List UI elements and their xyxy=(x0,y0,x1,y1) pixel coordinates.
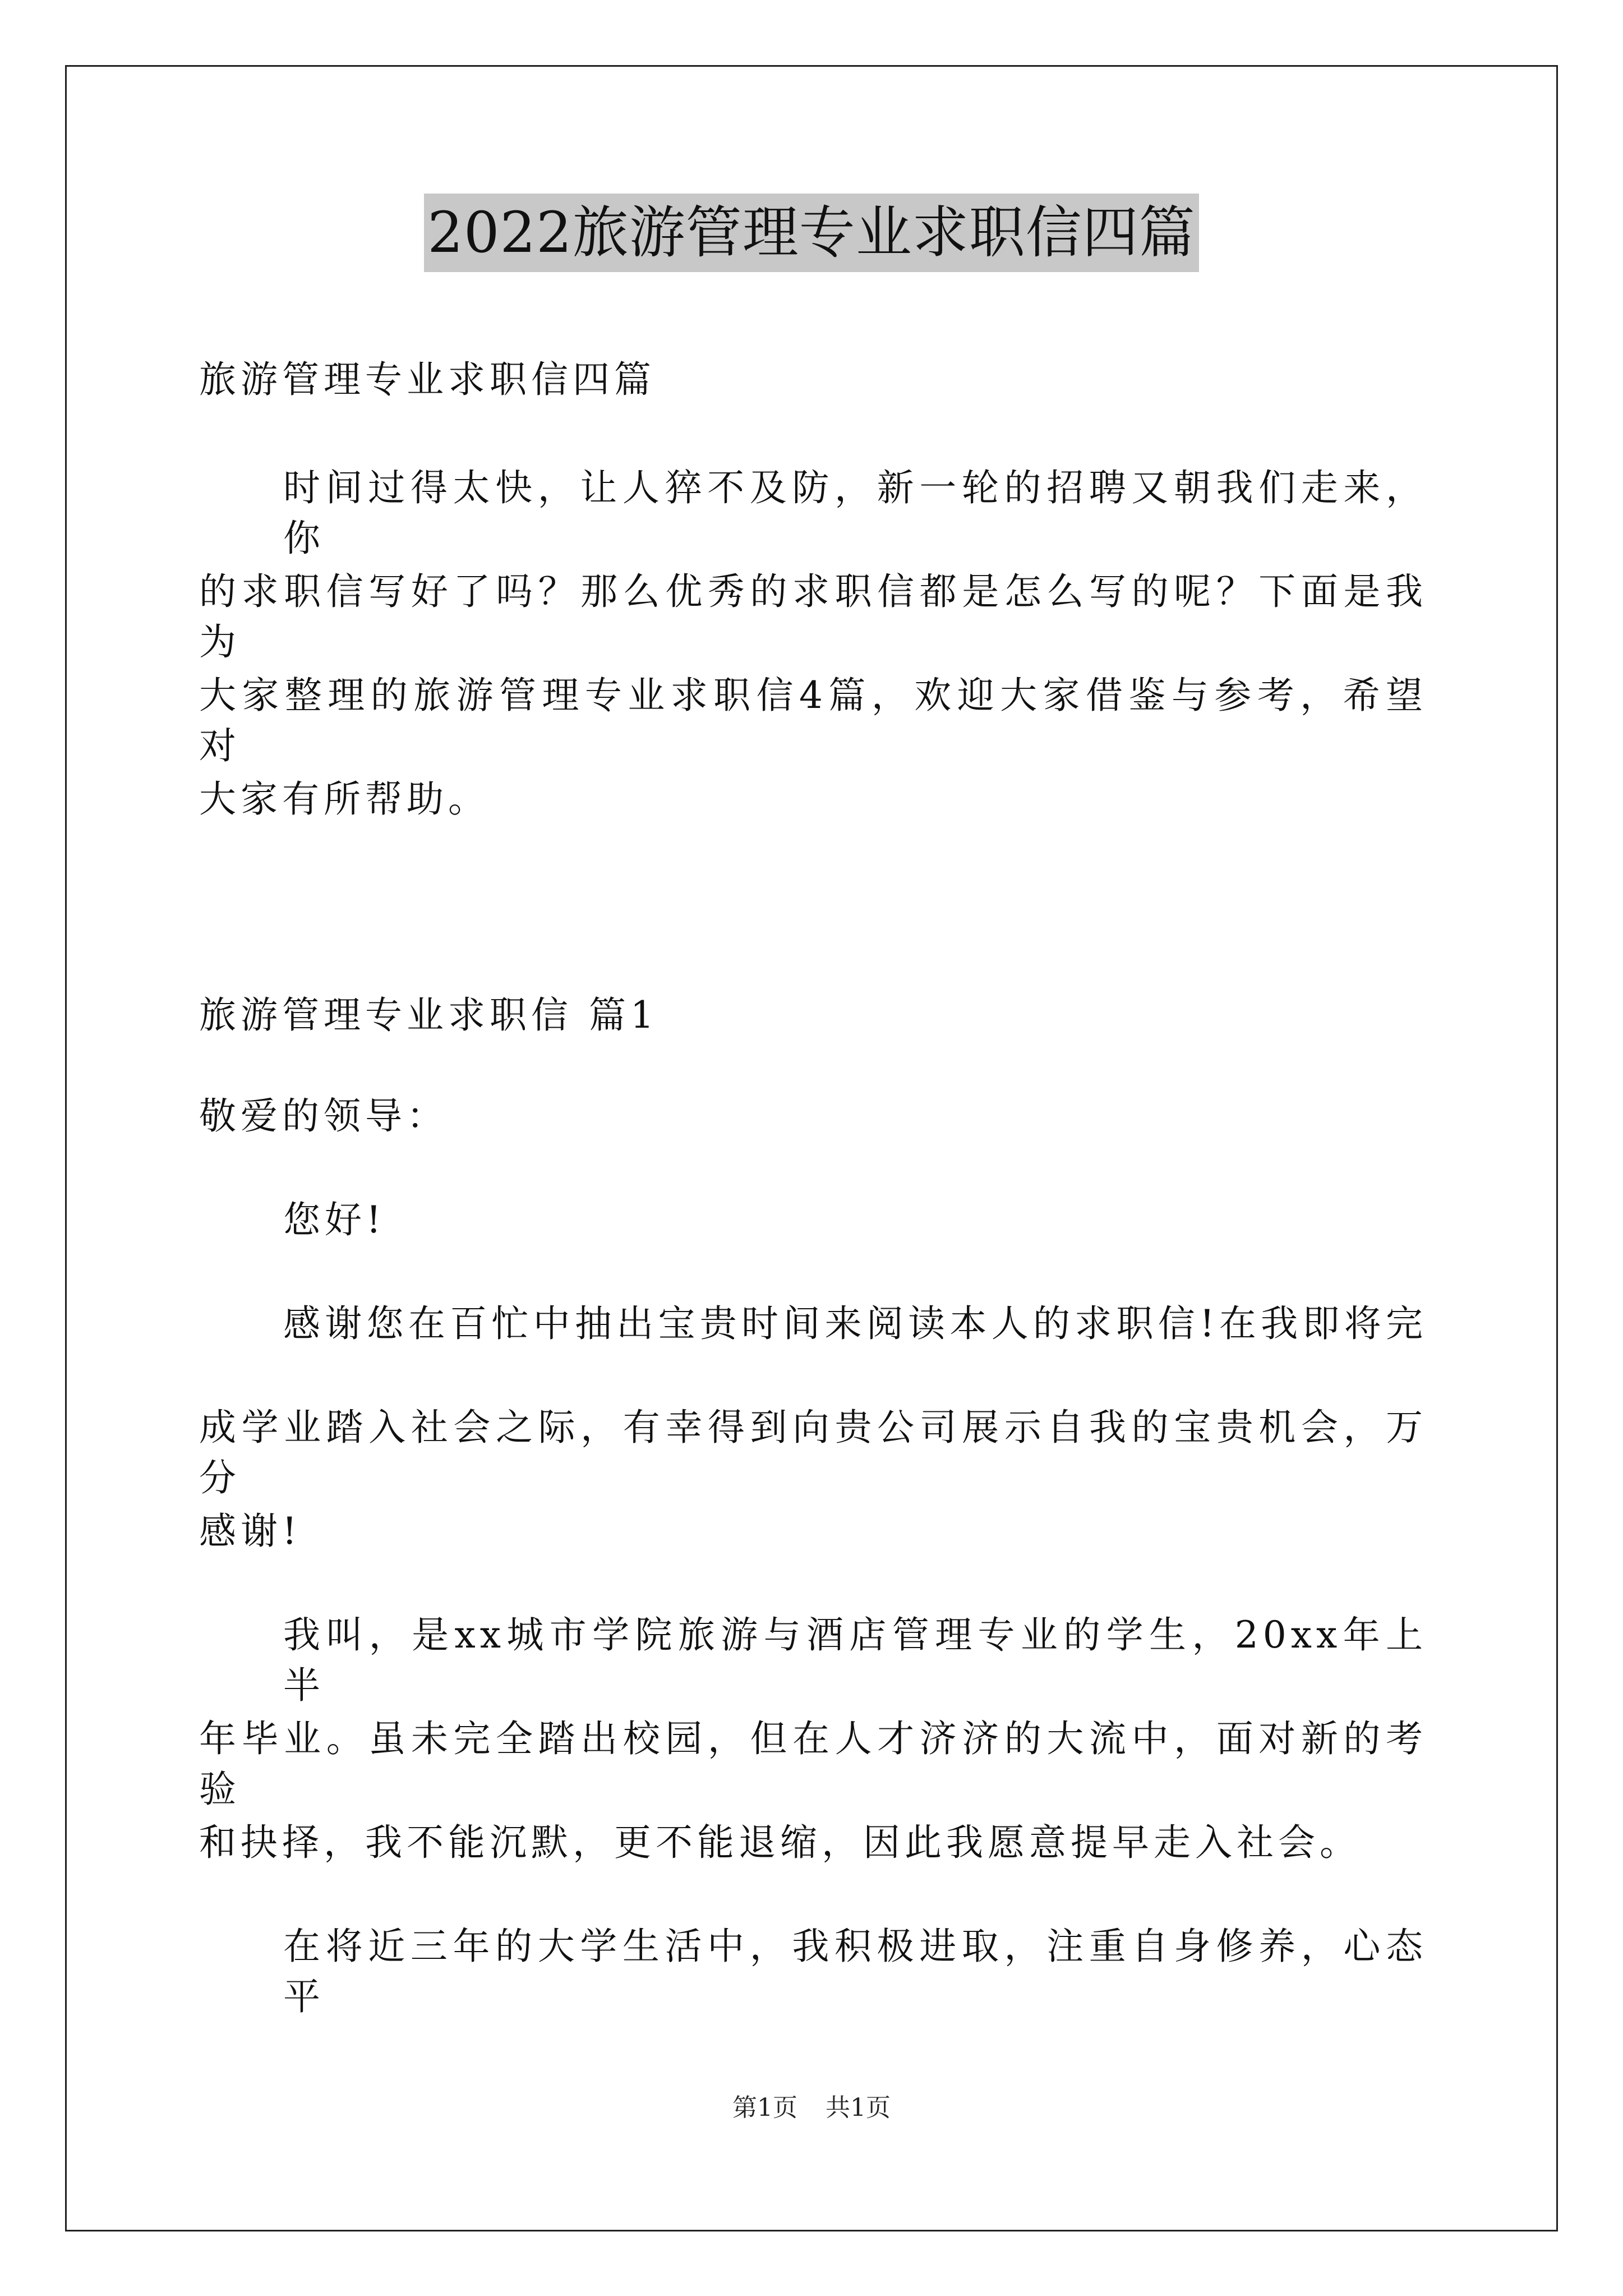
section-heading: 旅游管理专业求职信 篇1 xyxy=(199,993,658,1037)
para2-line-2: 年毕业。虽未完全踏出校园，但在人才济济的大流中，面对新的考验 xyxy=(199,1717,1427,1811)
salutation: 敬爱的领导： xyxy=(199,1094,448,1138)
para1-line-2: 成学业踏入社会之际，有幸得到向贵公司展示自我的宝贵机会，万分 xyxy=(199,1406,1427,1499)
intro-line-4: 大家有所帮助。 xyxy=(199,777,490,821)
document-title-text: 2022旅游管理专业求职信四篇 xyxy=(424,194,1199,272)
greeting: 您好! xyxy=(283,1198,386,1241)
para1-line-3: 感谢! xyxy=(199,1510,302,1553)
para3-line-1: 在将近三年的大学生活中，我积极进取，注重自身修养，心态平 xyxy=(283,1925,1427,2018)
document-subtitle: 旅游管理专业求职信四篇 xyxy=(199,358,656,401)
para1-line-1: 感谢您在百忙中抽出宝贵时间来阅读本人的求职信!在我即将完 xyxy=(283,1302,1427,1345)
intro-line-3: 大家整理的旅游管理专业求职信4篇，欢迎大家借鉴与参考，希望对 xyxy=(199,674,1427,767)
intro-line-2: 的求职信写好了吗？那么优秀的求职信都是怎么写的呢？下面是我为 xyxy=(199,570,1427,664)
para2-line-3: 和抉择，我不能沉默，更不能退缩，因此我愿意提早走入社会。 xyxy=(199,1821,1361,1864)
page-footer xyxy=(0,2091,1623,2125)
intro-line-1: 时间过得太快，让人猝不及防，新一轮的招聘又朝我们走来，你 xyxy=(283,466,1427,560)
page-total: 共1页 xyxy=(826,2093,891,2122)
document-title xyxy=(0,194,1623,272)
page-number: 第1页 xyxy=(732,2093,797,2122)
para2-line-1: 我叫，是xx城市学院旅游与酒店管理专业的学生，20xx年上半 xyxy=(283,1613,1427,1707)
